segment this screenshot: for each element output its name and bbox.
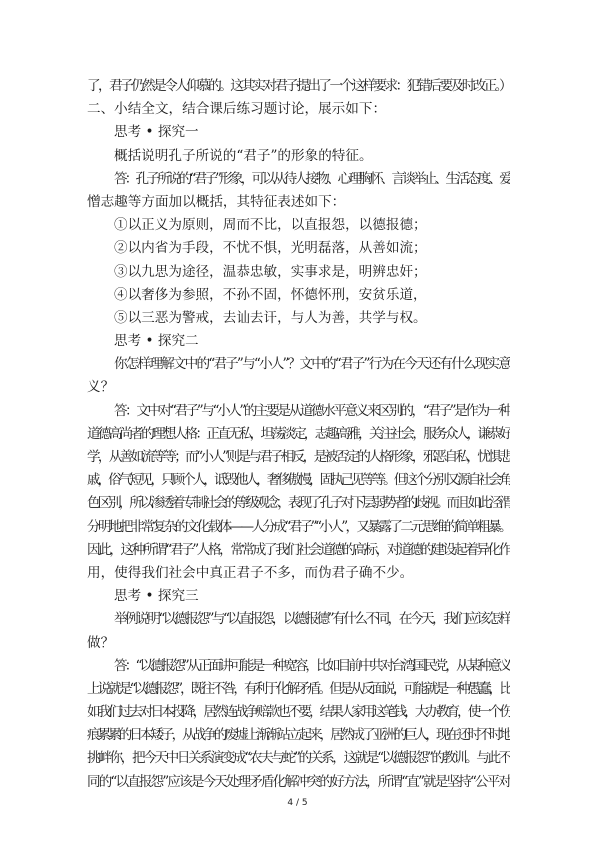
text-line: 如我们过去对日本投降，居然连战争赔款也不要，结果人家用这笔钱，大办教育，使一个伤 xyxy=(87,704,510,721)
text-line: 了，君子仍然是令人仰慕的。这其实对君子提出了一个这样要求：犯错后要及时改正。） xyxy=(87,78,510,94)
text-line: 思考 • 探究一 xyxy=(114,124,199,141)
text-line: 二、小结全文，结合课后练习题讨论，展示如下： xyxy=(87,101,387,118)
text-line: 因此，这种所谓“君子”人格，常常成了我们社会道德的高标，对道德的建设起着异化作 xyxy=(87,541,510,558)
text-line: 分明地把非常复杂的文化载体——人分成“君子”“小人”，又暴露了二元思维的简单粗暴。 xyxy=(87,518,510,535)
text-line: 举例说明“以德报怨”与“以直报怨，以德报德”有什么不同，在今天，我们应该怎样 xyxy=(114,611,510,628)
body-text xyxy=(87,75,510,794)
text-line: 挑衅你，把今天中日关系演变成“农夫与蛇”的关系，这就是“以德报怨”的教训。与此不 xyxy=(87,750,510,767)
text-line: 答：孔子所说的“君子”形象，可以从待人接物、心理胸怀、言谈举止、生活态度、爱 xyxy=(114,170,510,187)
text-line: 做？ xyxy=(87,634,115,651)
text-line: 用，使得我们社会中真正君子不多，而伪君子确不少。 xyxy=(87,564,414,581)
text-line: 答：文中对“君子”与“小人”的主要是从道德水平意义来区别的，“君子”是作为一种 xyxy=(114,402,510,419)
text-line: 答：“以德报怨”从正面讲可能是一种宽容，比如目前中共对台湾国民党，从某种意义 xyxy=(114,657,510,674)
text-line: 戚，俗气短见，只顾个人，诋毁他人，奢侈傲慢，固执己见等等。但这个分别又源自社会角 xyxy=(87,472,510,489)
text-line: 思考 • 探究二 xyxy=(114,333,199,350)
text-line: 你怎样理解文中的“君子”与“小人”？文中的“君子”行为在今天还有什么现实意 xyxy=(114,356,510,373)
text-line: 概括说明孔子所说的“君子”的形象的特征。 xyxy=(114,147,373,164)
text-line: ⑤以三恶为警戒，去讪去讦，与人为善，共学与权。 xyxy=(114,309,427,326)
text-line: ①以正义为原则，周而不比，以直报怨，以德报德； xyxy=(114,217,427,234)
text-line: ②以内省为手段，不忧不惧，光明磊落，从善如流； xyxy=(114,240,427,257)
text-line: 义？ xyxy=(87,379,115,396)
text-line: 同的“以直报怨”应该是今天处理矛盾化解冲突的好方法，所谓“直”就是坚持“公平对 xyxy=(87,773,510,790)
text-line: ④以奢侈为参照，不孙不固，怀德怀刑，安贫乐道， xyxy=(114,286,427,303)
text-line: ③以九思为途径，温恭忠敏，实事求是，明辨忠奸； xyxy=(114,263,427,280)
text-line: 憎志趣等方面加以概括，其特征表述如下： xyxy=(87,193,346,210)
text-line: 痕累累的日本矮子，从战争的废墟上渐渐站立起来，居然成了亚洲的巨人，现在还时不时地 xyxy=(87,727,510,744)
text-line: 色区别，所以渗透着专制社会的等级观念，表现了孔子对下层弱势者的歧视。而且如此泾渭 xyxy=(87,495,510,512)
text-line: 学，从善如流等等；而“小人”则是与君子相反，是被否定的人格形象，邪恶自私，忧惧悲 xyxy=(87,449,510,465)
text-line: 上说就是“以德报怨”，既往不咎，有利于化解矛盾。但是从反面说，可能就是一种愚蠢，比 xyxy=(87,680,510,697)
text-line: 思考 • 探究三 xyxy=(114,588,199,605)
text-line: 道德高尚者的理想人格：正直无私，坦荡淡定，志趣高雅，关注社会，服务众人，谦恭好 xyxy=(87,425,510,442)
page-number: 4 / 5 xyxy=(287,798,308,808)
